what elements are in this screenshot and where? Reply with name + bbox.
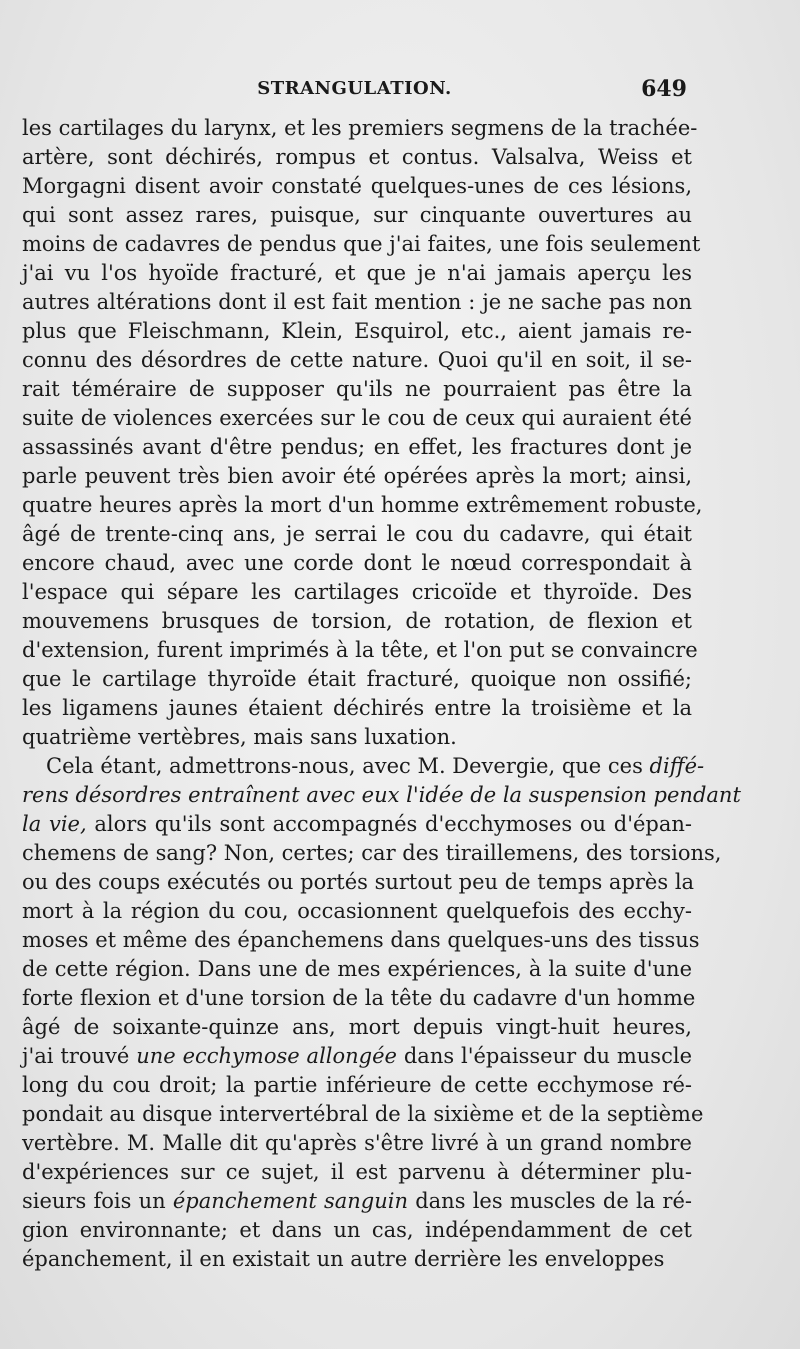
text-segment: quatrième vertèbres, mais sans luxation. (22, 725, 457, 749)
text-segment: épanchement, il en existait un autre derrière les enveloppes (22, 1247, 665, 1271)
text-line (22, 317, 692, 346)
text-segment: pondait au disque intervertébral de la sixième et de la septième (22, 1102, 704, 1126)
text-line (22, 143, 692, 172)
text-line (22, 636, 698, 665)
text-segment: gion environnante; et dans un cas, indépendamment de cet (22, 1218, 692, 1242)
text-line (22, 346, 692, 375)
text-segment: âgé de trente-cinq ans, je serrai le cou du cadavre, qui était (22, 522, 692, 546)
running-title: STRANGULATION. (257, 78, 452, 99)
text-line (22, 433, 692, 462)
text-line (22, 1187, 692, 1216)
text-segment: dans l'épaisseur du muscle (396, 1044, 692, 1068)
text-line (22, 926, 700, 955)
text-line (22, 172, 692, 201)
text-segment: encore chaud, avec une corde dont le nœud correspondait à (22, 551, 692, 575)
text-segment: plus que Fleischmann, Klein, Esquirol, etc., aient jamais re- (22, 319, 692, 343)
text-line (22, 1071, 692, 1100)
running-head (22, 78, 687, 108)
text-line (22, 230, 701, 259)
text-line (22, 897, 692, 926)
text-line (22, 984, 696, 1013)
italic-text: diffé- (649, 754, 705, 778)
text-line (22, 694, 692, 723)
text-segment: mouvemens brusques de torsion, de rotation, de flexion et (22, 609, 692, 633)
text-line (22, 520, 692, 549)
text-line (22, 1245, 692, 1274)
text-segment: que le cartilage thyroïde était fracturé, quoique non ossifié; (22, 667, 692, 691)
text-line (22, 665, 692, 694)
text-segment: l'espace qui sépare les cartilages cricoïde et thyroïde. Des (22, 580, 692, 604)
text-segment: connu des désordres de cette nature. Quoi qu'il en soit, il se- (22, 348, 692, 372)
text-line (22, 404, 692, 433)
text-line (22, 549, 692, 578)
text-segment: suite de violences exercées sur le cou de ceux qui auraient été (22, 406, 692, 430)
text-segment: d'expériences sur ce sujet, il est parvenu à déterminer plu- (22, 1160, 692, 1184)
text-line (22, 259, 692, 288)
text-segment: d'extension, furent imprimés à la tête, et l'on put se convaincre (22, 638, 698, 662)
italic-text: la vie, (22, 812, 87, 836)
italic-text: rens désordres entraînent avec eux l'idée de la suspension pendant (22, 783, 741, 807)
italic-text: épanchement sanguin (172, 1189, 409, 1213)
text-segment: moses et même des épanchemens dans quelques-uns des tissus (22, 928, 700, 952)
text-line (22, 839, 722, 868)
text-segment: forte flexion et d'une torsion de la tête du cadavre d'un homme (22, 986, 696, 1010)
text-segment: de cette région. Dans une de mes expériences, à la suite d'une (22, 957, 692, 981)
text-segment: Morgagni disent avoir constaté quelques-unes de ces lésions, (22, 174, 692, 198)
text-segment: les cartilages du larynx, et les premiers segmens de la trachée- (22, 116, 698, 140)
body-text (22, 114, 741, 1274)
text-line (22, 1158, 692, 1187)
text-segment: parle peuvent très bien avoir été opérées après la mort; ainsi, (22, 464, 692, 488)
text-line (22, 1129, 692, 1158)
text-line (22, 955, 692, 984)
italic-text: une ecchymose allongée (136, 1044, 397, 1068)
text-line (22, 868, 695, 897)
text-line (22, 491, 703, 520)
text-segment: rait téméraire de supposer qu'ils ne pourraient pas être la (22, 377, 692, 401)
text-segment: artère, sont déchirés, rompus et contus. Valsalva, Weiss et (22, 145, 692, 169)
text-segment: long du cou droit; la partie inférieure de cette ecchymose ré- (22, 1073, 692, 1097)
text-segment: quatre heures après la mort d'un homme extrêmement robuste, (22, 493, 703, 517)
text-line (22, 1100, 704, 1129)
text-segment: ou des coups exécutés ou portés surtout peu de temps après la (22, 870, 695, 894)
text-line (22, 114, 698, 143)
text-line (22, 1216, 692, 1245)
text-line (22, 201, 692, 230)
text-line (22, 578, 692, 607)
text-line (22, 781, 741, 810)
text-segment: les ligamens jaunes étaient déchirés entre la troisième et la (22, 696, 692, 720)
text-segment: Cela étant, admettrons-nous, avec M. Devergie, que ces (46, 754, 650, 778)
text-segment: qui sont assez rares, puisque, sur cinquante ouvertures au (22, 203, 692, 227)
text-line (22, 462, 692, 491)
text-segment: j'ai vu l'os hyoïde fracturé, et que je n'ai jamais aperçu les (22, 261, 692, 285)
text-segment: vertèbre. M. Malle dit qu'après s'être livré à un grand nombre (22, 1131, 692, 1155)
text-line (22, 752, 705, 781)
text-segment: âgé de soixante-quinze ans, mort depuis vingt-huit heures, (22, 1015, 692, 1039)
text-line (22, 607, 692, 636)
text-line (22, 288, 692, 317)
text-segment: j'ai trouvé (22, 1044, 137, 1068)
text-segment: mort à la région du cou, occasionnent quelquefois des ecchy- (22, 899, 692, 923)
text-segment: autres altérations dont il est fait mention : je ne sache pas non (22, 290, 692, 314)
text-line (22, 1013, 692, 1042)
text-line (22, 375, 692, 404)
text-segment: assassinés avant d'être pendus; en effet, les fractures dont je (22, 435, 692, 459)
text-segment: chemens de sang? Non, certes; car des tiraillemens, des torsions, (22, 841, 722, 865)
text-line (22, 1042, 692, 1071)
text-line (22, 723, 692, 752)
text-segment: alors qu'ils sont accompagnés d'ecchymoses ou d'épan- (86, 812, 692, 836)
text-line (22, 810, 692, 839)
text-segment: moins de cadavres de pendus que j'ai faites, une fois seulement (22, 232, 701, 256)
text-segment: sieurs fois un (22, 1189, 173, 1213)
text-segment: dans les muscles de la ré- (408, 1189, 692, 1213)
page-number: 649 (641, 76, 687, 102)
